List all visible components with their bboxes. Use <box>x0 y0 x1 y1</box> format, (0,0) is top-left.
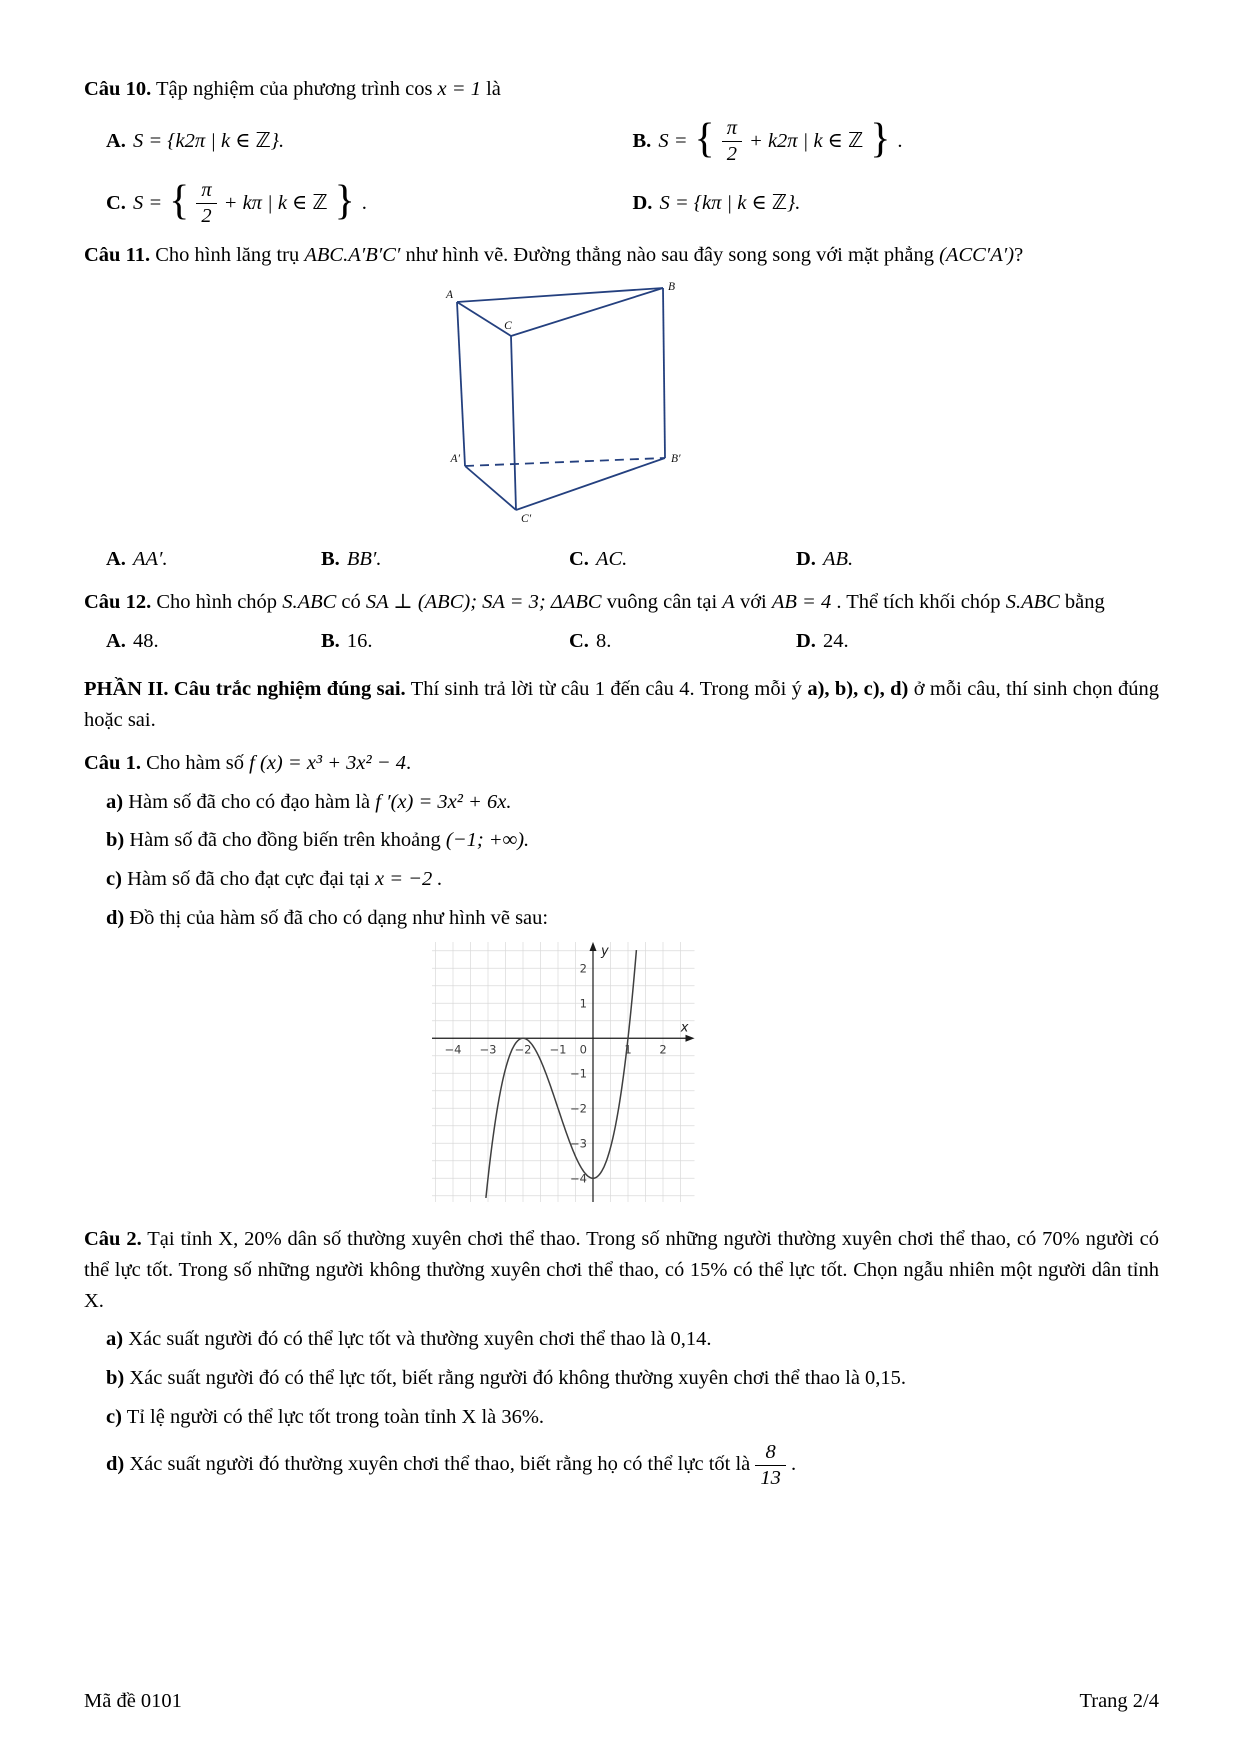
graph-tick-labels <box>445 944 689 1185</box>
q10-option-a <box>106 126 633 157</box>
item-label: d) <box>106 1452 125 1475</box>
option-value: BB′. <box>346 548 382 571</box>
item-text: Xác suất người đó thường xuyên chơi thể thao, biết rằng họ có thể lực tốt là <box>129 1452 751 1475</box>
fraction-denominator: 2 <box>196 203 216 228</box>
question-10-text-after: là <box>486 78 501 100</box>
vertex-label-b-prime: B′ <box>670 453 681 466</box>
c2-item-a <box>106 1324 1159 1355</box>
item-label: a) <box>106 790 124 813</box>
part2-item-letters: a), b), c), d) <box>807 678 909 701</box>
item-math: (−1; +∞). <box>445 829 530 852</box>
question-12-math1: S.ABC <box>282 590 337 613</box>
q12-option-b <box>321 626 569 657</box>
right-brace: } <box>334 178 355 225</box>
question-11-math2: (ACC′A′) <box>939 243 1015 266</box>
q11-option-d <box>796 544 1159 575</box>
option-label: D. <box>796 629 816 652</box>
svg-text:−4: −4 <box>444 1041 462 1056</box>
fraction <box>755 1441 786 1490</box>
question-12-head <box>84 587 1159 618</box>
item-period: . <box>791 1452 797 1475</box>
option-value: 48. <box>132 629 159 652</box>
c1-item-d <box>106 903 1159 934</box>
svg-text:1: 1 <box>579 995 588 1010</box>
question-2-label: Câu 2. <box>84 1228 142 1251</box>
option-value: AB. <box>822 548 854 571</box>
question-12-math2: SA ⊥ (ABC); SA = 3; ΔABC <box>365 590 602 613</box>
question-12-math4: AB = 4 <box>771 590 832 613</box>
option-label: C. <box>569 548 589 571</box>
fraction <box>196 179 216 228</box>
part2-instructions-1: Thí sinh trả lời từ câu 1 đến câu 4. Trong mỗi ý <box>410 678 802 701</box>
prism-edges <box>457 288 665 510</box>
question-12-text4: với <box>739 590 767 613</box>
svg-text:−1: −1 <box>570 1065 588 1080</box>
footer-exam-code: Mã đề 0101 <box>84 1690 182 1713</box>
item-text: Hàm số đã cho có đạo hàm là <box>128 790 371 813</box>
question-11-text2: như hình vẽ. Đường thẳng nào sau đây song song với mặt phẳng <box>405 243 934 266</box>
cubic-graph-figure <box>84 942 1159 1213</box>
item-math: f ′(x) = 3x² + 6x. <box>375 790 512 813</box>
item-label: b) <box>106 829 125 852</box>
option-label: D. <box>796 548 816 571</box>
fraction-numerator: π <box>726 116 737 139</box>
item-text: Hàm số đã cho đồng biến trên khoảng <box>129 829 441 852</box>
option-label: A. <box>106 629 126 652</box>
question-11-label: Câu 11. <box>84 243 151 266</box>
option-formula-pre: S = <box>658 129 688 152</box>
c2-item-b <box>106 1363 1159 1394</box>
prism-svg <box>445 278 683 526</box>
question-12-math3: A <box>722 590 735 613</box>
question-1-period: . <box>406 751 412 774</box>
option-value: 8. <box>595 629 612 652</box>
svg-text:−3: −3 <box>570 1135 588 1150</box>
option-formula-pre: S = <box>132 191 163 214</box>
question-1-formula: f (x) = x³ + 3x² − 4 <box>249 751 406 774</box>
svg-text:−2: −2 <box>514 1041 532 1056</box>
svg-text:y: y <box>601 943 609 959</box>
question-10-text: Tập nghiệm của phương trình <box>155 78 400 100</box>
question-12-math5: S.ABC <box>1005 590 1060 613</box>
footer-page-number: Trang 2/4 <box>1079 1690 1159 1713</box>
question-12-text3: vuông cân tại <box>606 590 718 613</box>
q10-option-b <box>633 117 1160 166</box>
svg-text:−2: −2 <box>570 1100 588 1115</box>
item-label: a) <box>106 1328 124 1351</box>
c1-item-c <box>106 864 1159 895</box>
part2-instructions-2: ở mỗi câu, thí sinh chọn đúng hoặc sai. <box>84 678 1160 732</box>
question-11-text1: Cho hình lăng trụ <box>155 243 300 266</box>
question-1-text: Cho hàm số <box>146 751 245 774</box>
c1-item-b <box>106 825 1159 856</box>
fraction-numerator: 8 <box>765 1440 776 1463</box>
question-12-text5: . Thể tích khối chóp <box>836 590 1001 613</box>
part2-title: PHẦN II. Câu trắc nghiệm đúng sai. <box>84 678 406 701</box>
option-period: . <box>361 191 367 214</box>
svg-text:−1: −1 <box>549 1041 567 1056</box>
svg-text:1: 1 <box>624 1041 632 1056</box>
svg-text:0: 0 <box>579 1041 588 1056</box>
part2-heading <box>84 674 1159 736</box>
option-label: D. <box>632 191 653 214</box>
svg-text:−3: −3 <box>479 1041 497 1056</box>
part2-question-1-head <box>84 748 1159 779</box>
q11-option-c <box>569 544 796 575</box>
left-brace: { <box>169 178 190 225</box>
svg-text:2: 2 <box>579 960 588 975</box>
graph-grid <box>432 942 695 1203</box>
item-text: Xác suất người đó có thể lực tốt và thường xuyên chơi thể thao là 0,14. <box>128 1328 712 1351</box>
question-12-label: Câu 12. <box>84 590 152 613</box>
question-10-label: Câu 10. <box>84 78 152 100</box>
question-10-options <box>106 117 1159 228</box>
option-formula: S = {k2π | k ∈ ℤ}. <box>132 129 285 152</box>
option-formula-mid: + kπ | k ∈ ℤ <box>223 191 328 214</box>
svg-text:2: 2 <box>659 1041 667 1056</box>
option-label: A. <box>106 129 126 152</box>
part2-question-2-head <box>84 1224 1159 1316</box>
q12-option-d <box>796 626 1159 657</box>
fraction-denominator: 13 <box>755 1465 786 1490</box>
option-value: AA′. <box>132 548 168 571</box>
fraction <box>722 117 742 166</box>
vertex-label-a: A <box>445 289 453 302</box>
q10-option-c <box>106 179 633 228</box>
vertex-label-c: C <box>503 320 512 333</box>
question-10-head <box>84 74 1159 105</box>
option-formula-mid: + k2π | k ∈ ℤ <box>748 129 864 152</box>
question-12-text1: Cho hình chóp <box>156 590 278 613</box>
item-math: x = −2 . <box>374 868 443 891</box>
q11-option-b <box>321 544 569 575</box>
item-label: c) <box>106 868 122 891</box>
item-label: b) <box>106 1367 125 1390</box>
item-text: Đồ thị của hàm số đã cho có dạng như hình vẽ sau: <box>129 906 549 929</box>
svg-text:x: x <box>681 1019 689 1035</box>
svg-text:−4: −4 <box>570 1170 588 1185</box>
item-label: d) <box>106 906 125 929</box>
question-10-formula <box>405 78 481 100</box>
fraction-denominator: 2 <box>722 141 742 166</box>
question-12-text2: có <box>341 590 361 613</box>
question-2-text: Tại tỉnh X, 20% dân số thường xuyên chơi thể thao. Trong số những người thường xuyên chơi thể thao, có 70% người có thể lực tốt. Trong số những người không thường xuyên chơi thể thao, có 15% có thể lực tốt. Chọn ngẫu nhiên một người dân tỉnh X. <box>84 1228 1159 1312</box>
item-label: c) <box>106 1405 122 1428</box>
prism-figure <box>84 278 1159 536</box>
option-label: B. <box>321 548 340 571</box>
cubic-graph-svg <box>432 942 695 1203</box>
question-11-options <box>106 544 1159 575</box>
vertex-label-a-prime: A′ <box>449 453 460 466</box>
option-label: B. <box>321 629 340 652</box>
q10-option-d <box>633 188 1160 219</box>
c2-item-d <box>106 1441 1159 1490</box>
option-label: A. <box>106 548 126 571</box>
left-brace: { <box>694 116 715 163</box>
question-11-math1: ABC.A′B′C′ <box>304 243 401 266</box>
question-11-text3: ? <box>1014 243 1024 266</box>
q12-option-a <box>106 626 321 657</box>
formula-function-name: cos <box>405 78 433 100</box>
fraction-numerator: π <box>201 178 212 201</box>
option-label: C. <box>106 191 126 214</box>
item-text: Hàm số đã cho đạt cực đại tại <box>127 868 370 891</box>
option-label: C. <box>569 629 589 652</box>
q11-option-a <box>106 544 321 575</box>
page-footer <box>84 1686 1159 1717</box>
item-text: Xác suất người đó có thể lực tốt, biết rằng người đó không thường xuyên chơi thể thao là 0,15. <box>129 1367 907 1390</box>
question-1-label: Câu 1. <box>84 751 141 774</box>
right-brace: } <box>870 116 891 163</box>
option-value: 24. <box>822 629 849 652</box>
question-12-text6: bằng <box>1064 590 1105 613</box>
prism-figure-inner <box>445 278 683 536</box>
cubic-graph-inner <box>432 942 695 1213</box>
q12-option-c <box>569 626 796 657</box>
question-12-options <box>106 626 1159 657</box>
option-value: 16. <box>346 629 373 652</box>
formula-body: x = 1 <box>437 78 481 100</box>
c2-item-c <box>106 1402 1159 1433</box>
vertex-label-b: B <box>667 281 675 294</box>
c1-item-a <box>106 787 1159 818</box>
item-text: Tỉ lệ người có thể lực tốt trong toàn tỉnh X là 36%. <box>126 1405 545 1428</box>
option-label: B. <box>632 129 652 152</box>
question-11-head <box>84 240 1159 271</box>
option-formula: S = {kπ | k ∈ ℤ}. <box>659 191 801 214</box>
option-value: AC. <box>595 548 628 571</box>
vertex-label-c-prime: C′ <box>520 513 531 526</box>
option-period: . <box>897 129 903 152</box>
